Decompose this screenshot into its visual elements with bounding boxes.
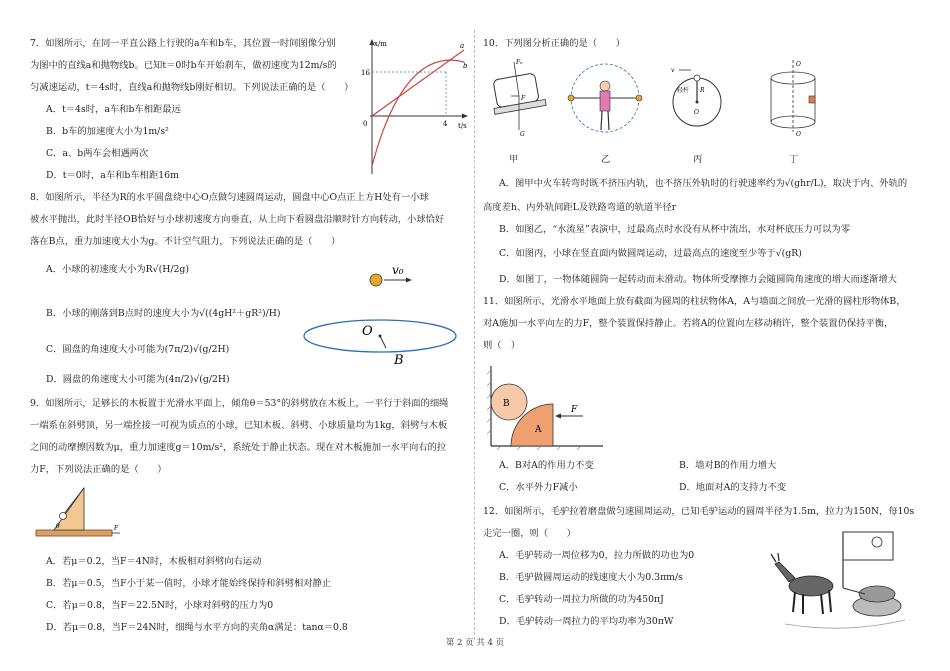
q12-option-c: C．毛驴转动一周拉力所做的功为450πJ [499,594,664,605]
q11-stem-line3: 则（ ） [483,340,521,351]
r-label: R [700,87,705,94]
q12-option-b: B．毛驴做圆周运动的线速度大小为0.3πm/s [499,572,683,583]
q11-option-a: A．B对A的作用力不变 [499,460,594,471]
q7-option-b: B．b车的加速度大小为1m/s² [46,126,169,137]
curve-b [372,60,464,166]
origin-label: 0 [363,120,368,128]
q9-stem-line4: 力F，下列说法正确的是（ ） [30,464,167,475]
y-axis-label: x/m [374,40,387,48]
line-a [372,50,464,116]
o-top-label: O [796,61,801,68]
label-a: a [460,42,465,50]
b-label: B [503,399,510,409]
q10-option-a-line2: 高度差h、内外轨间距L及铁路弯道的轨道半径r [483,202,677,213]
q9-option-a: A．若μ＝0.2，当F＝4N时，木板相对斜劈向右运动 [46,556,262,567]
q7-option-a: A．t＝4s时，a车和b车相距最远 [46,104,181,115]
q10-option-b: B．如图乙，“水流星”表演中，过最高点时水没有从杯中流出，水对杯底压力可以为零 [499,224,851,235]
q10-label-bing: 丙 [693,154,703,165]
q8-stem-line1: 8．如图所示，半径为R的水平圆盘绕中心O点做匀速圆周运动，圆盘中心O点正上方H处有一小球 [30,192,429,203]
x-tick-4: 4 [443,120,448,128]
q7-position-time-graph [360,36,470,176]
q7-stem-line2: 为图中的直线a和抛物线b。已知t＝0时b车开始刹车，做初速度为12m/s的 [30,60,337,71]
q10-label-jia: 甲 [509,154,519,165]
q10-option-c: C．如图丙，小球在竖直面内做圆周运动，过最高点的速度至少等于√(gR) [499,248,802,259]
q7-stem-line1: 7．如图所示，在同一平直公路上行驶的a车和b车，其位置一时间图像分别 [30,38,336,49]
q8-disc-figure [300,256,460,376]
q11-stem-line1: 11．如图所示，光滑水平地面上放有截面为圆周的柱状物体A，A与墙面之间放一光滑的圆柱形物体B， [483,296,906,307]
column-divider [474,30,475,640]
q10-label-yi: 乙 [601,154,611,165]
q12-donkey-mill-figure [765,528,915,634]
f-label: F [114,525,119,532]
q9-stem-line2: 一端系在斜劈顶，另一端拴接一可视为质点的小球，已知木板、斜劈、小球质量均为1kg，斜劈与木板 [30,420,448,431]
q8-option-a: A．小球的初速度大小为R√(H/2g) [46,264,189,275]
a-label: A [535,425,542,435]
x-axis-label: t/s [458,122,467,130]
q9-option-d: D．若μ＝0.8，当F＝24N时，细绳与水平方向的夹角α满足：tanα＝0.8 [46,622,348,633]
v0-label: v₀ [392,263,404,277]
q12-stem-line2: 走完一圈，则（ ） [483,528,576,539]
page-footer: 第 2 页 共 4 页 [445,638,505,648]
ball [370,274,382,286]
label-b: b [463,62,468,70]
q10-fig-jia-train [489,56,549,140]
q9-wedge-figure [34,480,124,544]
q10-fig-ding-cylinder [763,56,823,140]
q12-option-a: A．毛驴转动一周位移为0，拉力所做的功也为0 [499,550,695,561]
y-tick-16: 16 [361,69,370,77]
o-label: O [694,109,699,116]
fn-label: Fₙ [516,59,523,66]
q10-option-a-line1: A．图甲中火车转弯时既不挤压内轨，也不挤压外轨时的行驶速率约为√(ghr/L)，取决于内、外轨的 [499,178,908,189]
q7-stem-line3: 匀减速运动，t＝4s时，直线a和抛物线b刚好相切。下列说法正确的是（ ） [30,82,354,93]
v-label: v [671,67,675,74]
f-label: F [571,405,578,415]
q9-option-c: C．若μ＝0.8，当F＝22.5N时，小球对斜劈的压力为0 [46,600,274,611]
g-label: G [520,131,525,138]
q7-option-d: D．t＝0时，a车和b车相距16m [46,170,179,181]
q10-stem: 10．下列图分析正确的是（ ） [483,38,625,49]
q8-option-b: B．小球的刚落到B点时的速度大小为√((4gH²＋gR²)/H) [46,308,281,319]
b-label: B [394,353,404,368]
q11-figure [487,364,607,450]
q11-option-d: D．地面对A的支持力不变 [679,482,787,493]
q10-fig-bing-rod [667,56,727,140]
q9-stem-line1: 9．如图所示，足够长的木板置于光滑水平面上，倾角θ＝53°的斜劈放在木板上，一平行于斜面的细绳 [30,398,449,409]
q7-option-c: C．a、b两车会相遇两次 [46,148,149,159]
q11-stem-line2: 对A施加一水平向左的力F，整个装置保持静止。若将A的位置向左移动稍许，整个装置仍保持平衡， [483,318,894,329]
o-bottom-label: O [796,131,801,138]
q11-option-c: C．水平外力F减小 [499,482,578,493]
q9-stem-line3: 之间的动摩擦因数为μ，重力加速度g＝10m/s²，系统处于静止状态。现在对木板施加一水平向右的拉 [30,442,447,453]
q12-option-d: D．毛驴转动一周拉力的平均功率为30πW [499,616,674,627]
q10-fig-yi-water-meteor [565,58,645,140]
q11-option-b: B．墙对B的作用力增大 [679,460,777,471]
q8-option-d: D．圆盘的角速度大小可能为(4π/2)√(g/2H) [46,374,230,385]
f-label: F [521,95,526,102]
q12-stem-line1: 12．如图所示，毛驴拉着磨盘做匀速圆周运动，已知毛驴运动的圆周半径为1.5m，拉力为150N，每10s [483,506,915,517]
theta-label: θ [56,523,60,530]
q10-label-ding: 丁 [789,154,799,165]
q8-stem-line3: 落在B点，重力加速度大小为g。不计空气阻力，下列说法正确的是（ ） [30,236,341,247]
q8-option-c: C．圆盘的角速度大小可能为(7π/2)√(g/2H) [46,344,230,355]
q8-stem-line2: 被水平抛出，此时半径OB恰好与小球初速度方向垂直，从上向下看圆盘沿顺时针方向转动，小球恰好 [30,214,445,225]
board [36,530,112,536]
q10-option-d: D．如图丁，一物体随圆筒一起转动而未滑动。物体所受摩擦力会随圆筒角速度的增大而逐渐增大 [499,274,897,285]
o-label: O [362,324,373,339]
rod-label: 轻杆 [677,87,690,94]
q9-option-b: B．若μ＝0.5，当F小于某一值时，小球才能始终保持和斜劈相对静止 [46,578,332,589]
